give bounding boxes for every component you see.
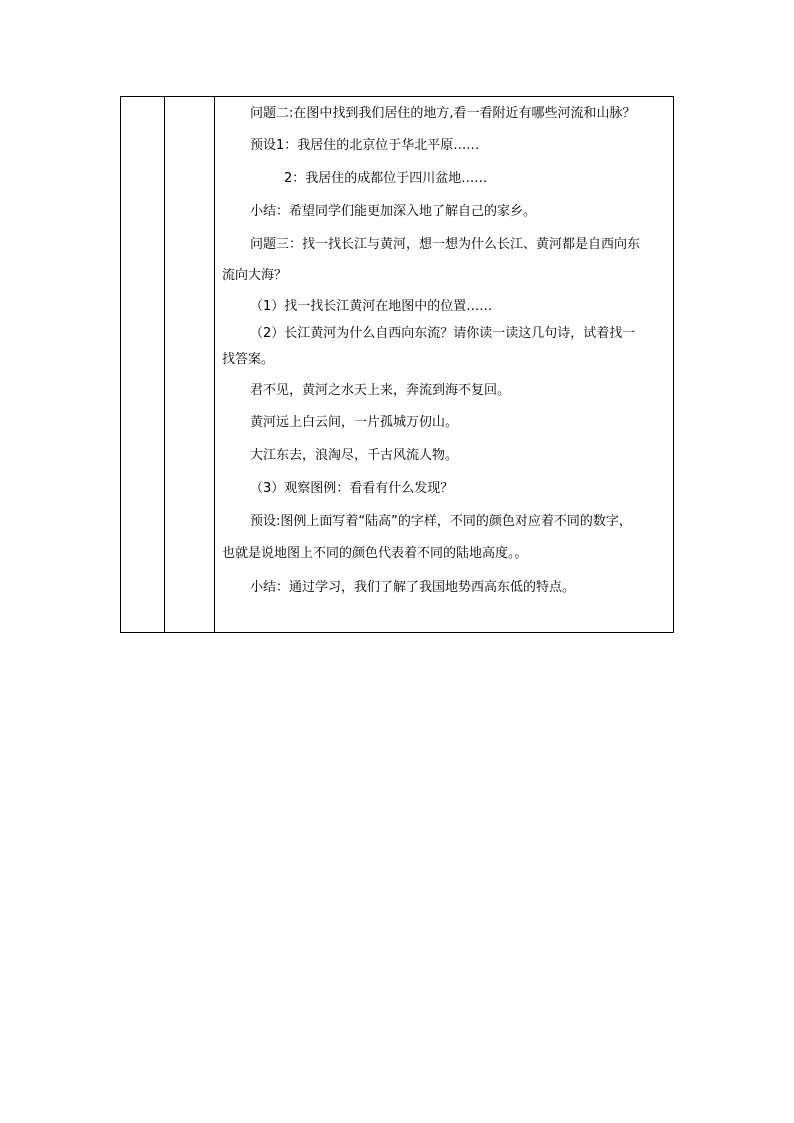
sub-question-two-line-2: 找答案。 [222,352,275,367]
poem-line-three: 大江东去，浪淘尽，千古风流人物。 [250,448,459,463]
preset-two: 2：我居住的成都位于四川盆地…… [284,171,488,186]
poem-line-two: 黄河远上白云间，一片孤城万仞山。 [250,415,459,430]
question-two: 问题二:在图中找到我们居住的地方,看一看附近有哪些河流和山脉？ [250,106,636,121]
summary-two: 小结：通过学习，我们了解了我国地势西高东低的特点。 [250,580,576,595]
preset-three-line-2: 也就是说地图上不同的颜色代表着不同的陆地高度。。 [222,546,528,561]
column-divider-1 [164,97,165,632]
lesson-table [120,96,674,633]
question-three-line-1: 问题三：找一找长江与黄河，想一想为什么长江、黄河都是自西向东 [250,237,641,252]
sub-question-three: （3）观察图例：看看有什么发现？ [250,481,454,496]
sub-question-two-line-1: （2）长江黄河为什么自西向东流？请你读一读这几句诗，试着找一 [250,326,636,341]
preset-one: 预设1：我居住的北京位于华北平原…… [250,138,480,153]
question-three-line-2: 流向大海？ [222,268,288,283]
sub-question-one: （1）找一找长江黄河在地图中的位置…… [250,299,493,314]
poem-line-one: 君不见，黄河之水天上来，奔流到海不复回。 [250,383,511,398]
summary-one: 小结：希望同学们能更加深入地了解自己的家乡。 [250,204,537,219]
column-divider-2 [214,97,215,632]
preset-three-line-1: 预设:图例上面写着“陆高”的字样，不同的颜色对应着不同的数字， [250,514,632,529]
